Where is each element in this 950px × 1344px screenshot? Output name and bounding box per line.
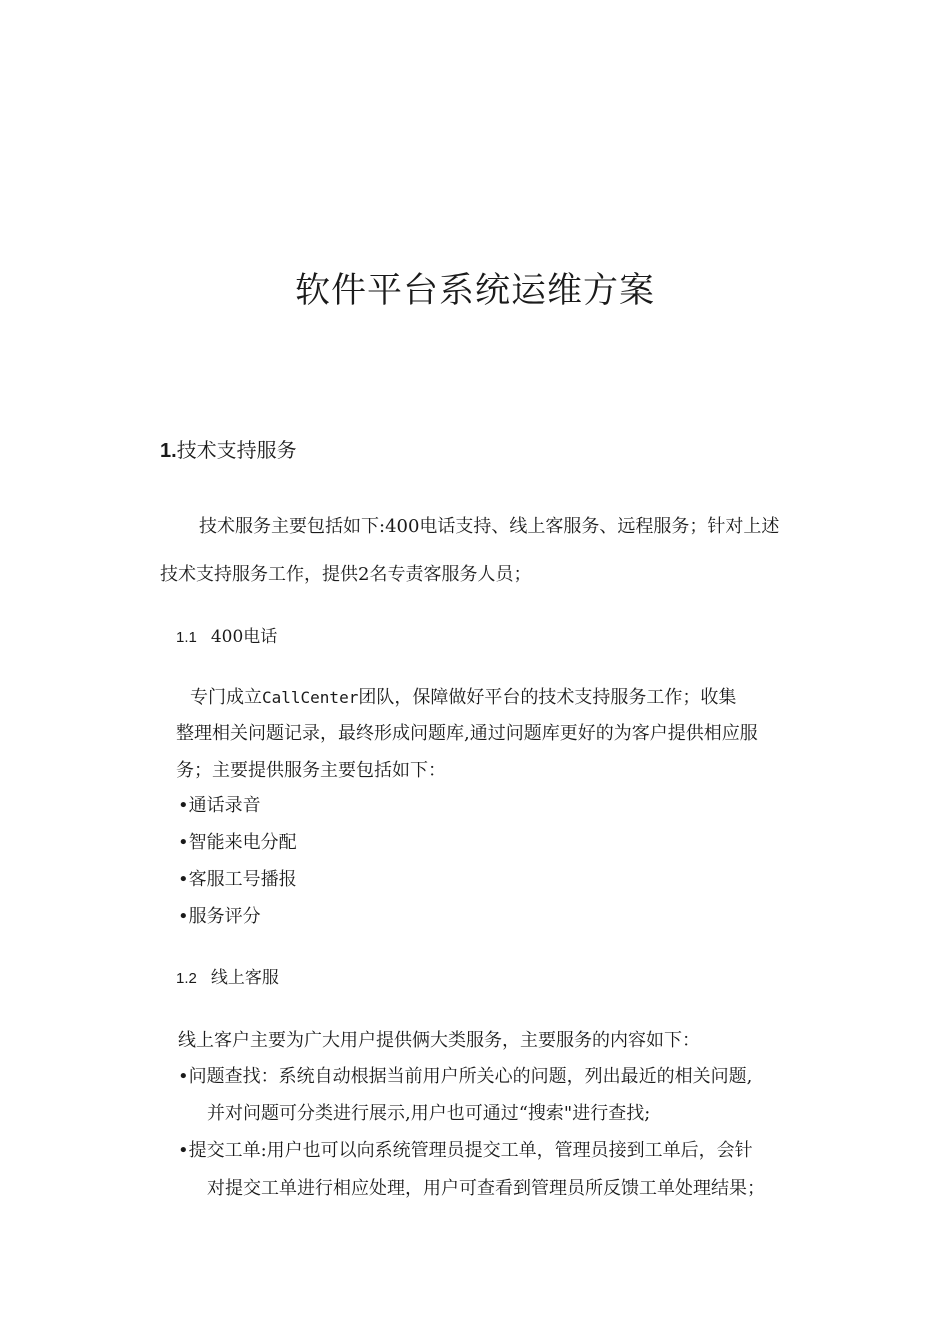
section-1-heading <box>160 440 297 461</box>
section-1-1-paragraph-line-2: 整理相关问题记录，最终形成问题库,通过问题库更好的为客户提供相应服 <box>176 723 758 744</box>
section-1-paragraph-line-2: 技术支持服务工作，提供2名专责客服务人员； <box>160 564 532 585</box>
section-1-2-number: 1.2 <box>176 970 197 987</box>
paragraph-text: 专门成立 <box>190 687 262 708</box>
list-item-continuation: 对提交工单进行相应处理，用户可查看到管理员所反馈工单处理结果； <box>207 1178 765 1199</box>
paragraph-mono-text: CallCenter <box>262 688 359 707</box>
section-1-1-paragraph-line-1 <box>190 689 736 707</box>
list-item: •问题查找：系统自动根据当前用户所关心的问题，列出最近的相关问题, <box>178 1066 753 1087</box>
document-title: 软件平台系统运维方案 <box>294 271 655 311</box>
list-item: •服务评分 <box>178 906 261 927</box>
list-item: •通话录音 <box>178 795 261 816</box>
list-item-continuation: 并对问题可分类进行展示,用户也可通过“搜索"进行查找; <box>207 1103 651 1124</box>
section-1-1-heading <box>176 629 277 646</box>
section-1-number: 1. <box>160 440 177 462</box>
list-item: •提交工单:用户也可以向系统管理员提交工单，管理员接到工单后，会针 <box>178 1140 753 1161</box>
section-1-1-title: 400电话 <box>210 627 278 647</box>
section-1-1-number: 1.1 <box>176 629 197 646</box>
section-1-title: 技术支持服务 <box>176 438 297 462</box>
list-item: •智能来电分配 <box>178 832 297 853</box>
section-1-2-title: 线上客服 <box>210 968 279 988</box>
section-1-2-heading <box>176 970 279 987</box>
section-1-paragraph-line-1: 技术服务主要包括如下:400电话支持、线上客服务、远程服务；针对上述 <box>199 516 780 537</box>
section-1-1-paragraph-line-3: 务；主要提供服务主要包括如下： <box>176 760 446 781</box>
paragraph-text: 团队，保障做好平台的技术支持服务工作；收集 <box>358 687 737 708</box>
section-1-2-intro: 线上客户主要为广大用户提供俩大类服务，主要服务的内容如下： <box>178 1030 700 1051</box>
list-item: •客服工号播报 <box>178 869 297 890</box>
